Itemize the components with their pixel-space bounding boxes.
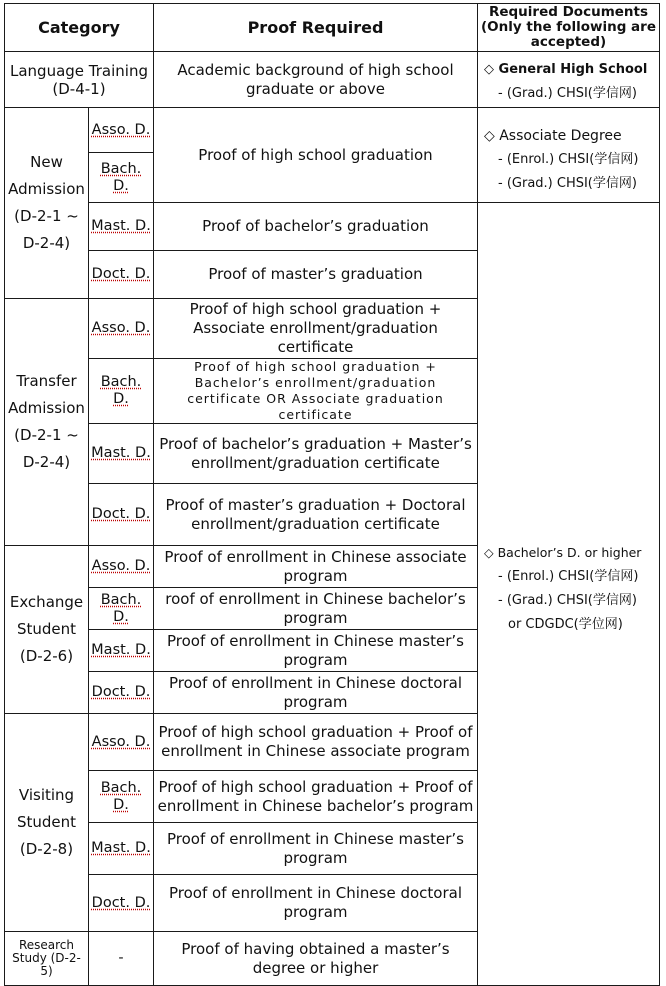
category-language-training: Language Training (D-4-1) — [5, 52, 154, 108]
proof-master-graduation: Proof of master’s graduation — [154, 251, 478, 299]
proof-research-study: Proof of having obtained a master’s degree or higher — [154, 932, 478, 986]
docs-high-school-grad: - (Grad.) CHSI(学信网) — [498, 86, 637, 101]
docs-bachelor — [478, 203, 660, 986]
visiting-sub-mast — [89, 823, 154, 875]
sub-bach-label: Bach. D. — [100, 160, 142, 194]
proof-exchange-doct: Proof of enrollment in Chinese doctoral program — [154, 672, 478, 714]
transfer-sub-mast-label: Mast. D. — [91, 445, 151, 461]
visiting-sub-bach-label: Bach. D. — [100, 779, 142, 813]
docs-high-school-title: ◇ General High School — [484, 62, 648, 77]
visiting-sub-asso-label: Asso. D. — [91, 733, 151, 750]
proof-transfer-bach: Proof of high school graduation + Bachelor’s enrollment/graduation certificate OR Associate graduation certificate — [154, 359, 478, 424]
proof-visiting-mast: Proof of enrollment in Chinese master’s program — [154, 823, 478, 875]
transfer-sub-bach — [89, 359, 154, 424]
sub-mast — [89, 203, 154, 251]
proof-bachelor-graduation: Proof of bachelor’s graduation — [154, 203, 478, 251]
category-exchange-student: Exchange Student (D-2-6) — [5, 546, 89, 714]
docs-bachelor-enrol: - (Enrol.) CHSI(学信网) — [498, 569, 639, 584]
transfer-sub-bach-label: Bach. D. — [100, 374, 142, 407]
sub-asso-label: Asso. D. — [91, 121, 151, 138]
exchange-sub-asso — [89, 546, 154, 588]
docs-associate-grad: - (Grad.) CHSI(学信网) — [498, 176, 637, 191]
header-documents — [478, 4, 660, 52]
exchange-sub-bach — [89, 588, 154, 630]
docs-associate — [478, 108, 660, 203]
visiting-sub-doct-label: Doct. D. — [91, 894, 151, 911]
visiting-sub-asso — [89, 714, 154, 771]
row-new-admission-asso — [5, 108, 660, 153]
header-proof: Proof Required — [154, 4, 478, 52]
category-transfer-admission: Transfer Admission (D-2-1 ~ D-2-4) — [5, 299, 89, 546]
proof-language-training: Academic background of high school graduate or above — [154, 52, 478, 108]
transfer-sub-doct — [89, 484, 154, 546]
docs-bachelor-grad: - (Grad.) CHSI(学信网) — [498, 593, 637, 608]
exchange-sub-mast-label: Mast. D. — [91, 642, 151, 658]
exchange-sub-doct — [89, 672, 154, 714]
category-new-admission: New Admission (D-2-1 ~ D-2-4) — [5, 108, 89, 299]
docs-bachelor-title: ◇ Bachelor’s D. or higher — [484, 545, 642, 560]
row-language-training — [5, 52, 660, 108]
exchange-sub-mast — [89, 630, 154, 672]
visiting-sub-bach — [89, 771, 154, 823]
sub-bach — [89, 153, 154, 203]
row-new-admission-mast — [5, 203, 660, 251]
proof-visiting-bach: Proof of high school graduation + Proof of enrollment in Chinese bachelor’s program — [154, 771, 478, 823]
proof-visiting-doct: Proof of enrollment in Chinese doctoral program — [154, 875, 478, 932]
sub-asso — [89, 108, 154, 153]
exchange-sub-asso-label: Asso. D. — [91, 558, 151, 574]
docs-associate-enrol: - (Enrol.) CHSI(学信网) — [498, 152, 639, 167]
transfer-sub-mast — [89, 424, 154, 484]
research-sub: - — [89, 932, 154, 986]
requirements-table — [4, 3, 660, 986]
exchange-sub-doct-label: Doct. D. — [91, 684, 151, 700]
header-row — [5, 4, 660, 52]
proof-exchange-mast: Proof of enrollment in Chinese master’s program — [154, 630, 478, 672]
proof-exchange-asso: Proof of enrollment in Chinese associate program — [154, 546, 478, 588]
header-documents-line1: Required Documents — [488, 4, 649, 20]
exchange-sub-bach-label: Bach. D. — [100, 591, 142, 625]
transfer-sub-doct-label: Doct. D. — [91, 506, 151, 522]
visiting-sub-mast-label: Mast. D. — [91, 840, 151, 856]
header-category: Category — [5, 4, 154, 52]
proof-high-school-graduation: Proof of high school graduation — [154, 108, 478, 203]
proof-transfer-asso: Proof of high school graduation + Associate enrollment/graduation certificate — [154, 299, 478, 359]
category-visiting-student: Visiting Student (D-2-8) — [5, 714, 89, 932]
sub-mast-label: Mast. D. — [91, 218, 151, 234]
visiting-sub-doct — [89, 875, 154, 932]
docs-high-school — [478, 52, 660, 108]
docs-associate-title: ◇ Associate Degree — [484, 128, 622, 144]
proof-visiting-asso: Proof of high school graduation + Proof of enrollment in Chinese associate program — [154, 714, 478, 771]
transfer-sub-asso-label: Asso. D. — [91, 320, 151, 336]
proof-transfer-doct: Proof of master’s graduation + Doctoral enrollment/graduation certificate — [154, 484, 478, 546]
proof-transfer-mast: Proof of bachelor’s graduation + Master’s enrollment/graduation certificate — [154, 424, 478, 484]
requirements-table-container — [4, 3, 660, 986]
sub-doct-label: Doct. D. — [91, 266, 151, 282]
docs-bachelor-or: or CDGDC(学位网) — [508, 617, 623, 632]
transfer-sub-asso — [89, 299, 154, 359]
proof-exchange-bach: roof of enrollment in Chinese bachelor’s program — [154, 588, 478, 630]
category-research-study: Research Study (D-2-5) — [5, 932, 89, 986]
sub-doct — [89, 251, 154, 299]
header-documents-line2: (Only the following are accepted) — [481, 19, 656, 50]
